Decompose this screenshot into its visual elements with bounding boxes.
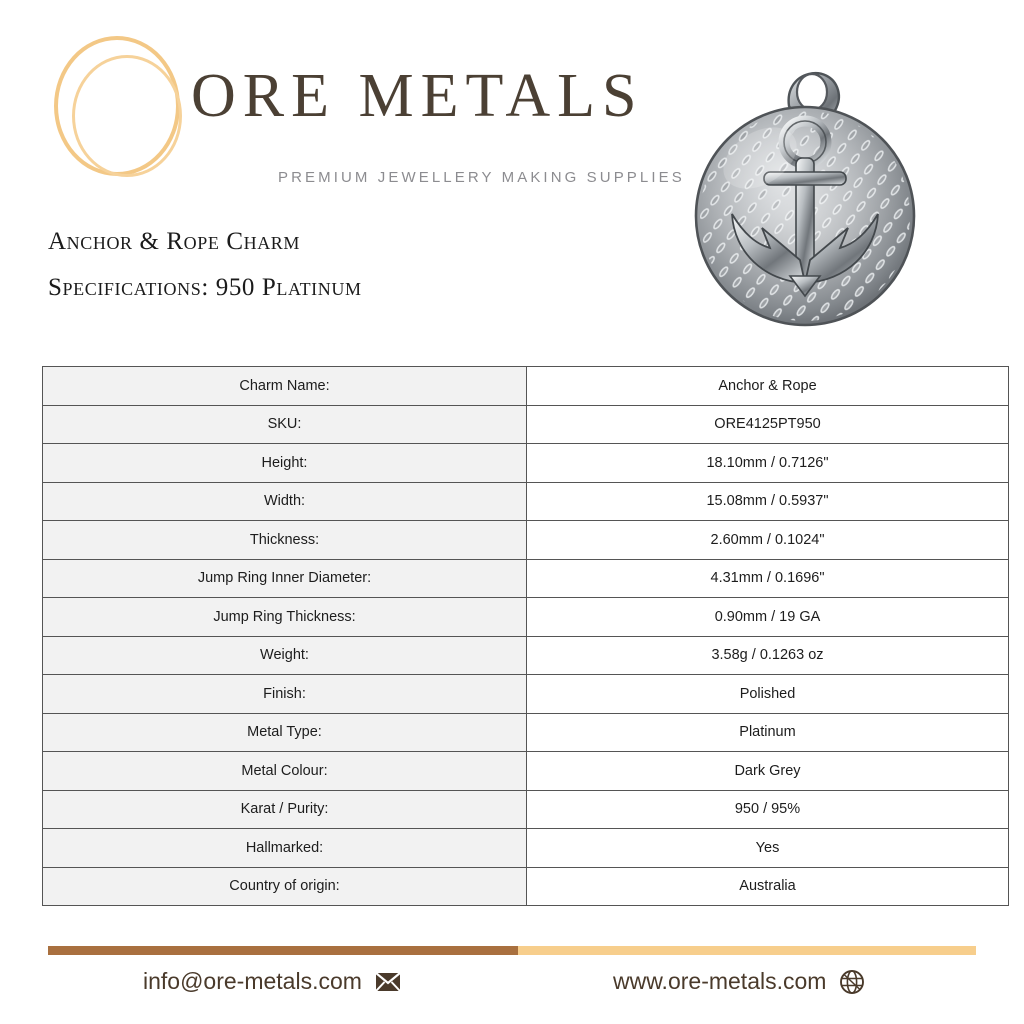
table-row [43, 675, 1009, 714]
row-label: Thickness: [43, 521, 527, 560]
row-label: Jump Ring Inner Diameter: [43, 559, 527, 598]
row-value: 3.58g / 0.1263 oz [527, 636, 1009, 675]
table-row [43, 559, 1009, 598]
table-row [43, 367, 1009, 406]
row-value: ORE4125PT950 [527, 405, 1009, 444]
row-value: 2.60mm / 0.1024" [527, 521, 1009, 560]
table-row [43, 713, 1009, 752]
page-footer [0, 946, 1024, 1024]
page-title: Anchor & Rope Charm [48, 228, 301, 255]
globe-icon [839, 969, 865, 995]
logo-ring-outer-icon [54, 36, 180, 176]
table-row [43, 752, 1009, 791]
row-label: Country of origin: [43, 867, 527, 906]
table-row [43, 636, 1009, 675]
footer-website-text: www.ore-metals.com [613, 968, 827, 994]
row-label: Jump Ring Thickness: [43, 598, 527, 637]
row-value: 15.08mm / 0.5937" [527, 482, 1009, 521]
row-label: Charm Name: [43, 367, 527, 406]
table-row [43, 598, 1009, 637]
footer-email-text: info@ore-metals.com [143, 968, 362, 994]
envelope-icon [375, 972, 401, 992]
row-label: Width: [43, 482, 527, 521]
table-row [43, 829, 1009, 868]
row-value: Polished [527, 675, 1009, 714]
table-row [43, 405, 1009, 444]
row-value: Platinum [527, 713, 1009, 752]
row-value: 4.31mm / 0.1696" [527, 559, 1009, 598]
product-image [672, 48, 940, 333]
row-value: Yes [527, 829, 1009, 868]
row-label: Karat / Purity: [43, 790, 527, 829]
anchor-rope-charm-icon [672, 48, 940, 333]
specifications-table-body [43, 367, 1009, 906]
table-row [43, 444, 1009, 483]
row-value: Australia [527, 867, 1009, 906]
table-row [43, 790, 1009, 829]
table-row [43, 482, 1009, 521]
row-value: Anchor & Rope [527, 367, 1009, 406]
row-label: SKU: [43, 405, 527, 444]
row-label: Height: [43, 444, 527, 483]
footer-contact-row [48, 968, 976, 1016]
page-subtitle: Specifications: 950 Platinum [48, 274, 362, 301]
footer-divider [48, 946, 976, 955]
row-value: 0.90mm / 19 GA [527, 598, 1009, 637]
row-label: Weight: [43, 636, 527, 675]
table-row [43, 521, 1009, 560]
row-value: Dark Grey [527, 752, 1009, 791]
row-label: Metal Colour: [43, 752, 527, 791]
brand-name: ORE METALS [191, 62, 644, 130]
brand-logo [48, 30, 685, 186]
specifications-table [42, 366, 1009, 906]
page-header [0, 0, 1024, 340]
footer-email[interactable] [143, 968, 401, 995]
table-row [43, 867, 1009, 906]
row-label: Metal Type: [43, 713, 527, 752]
brand-tagline: PREMIUM JEWELLERY MAKING SUPPLIES [278, 169, 685, 186]
row-label: Finish: [43, 675, 527, 714]
logo-ring-inner-icon [72, 55, 182, 177]
row-value: 18.10mm / 0.7126" [527, 444, 1009, 483]
footer-website[interactable] [613, 968, 865, 995]
row-label: Hallmarked: [43, 829, 527, 868]
footer-divider-left-segment [48, 946, 518, 955]
row-value: 950 / 95% [527, 790, 1009, 829]
footer-divider-right-segment [518, 946, 976, 955]
